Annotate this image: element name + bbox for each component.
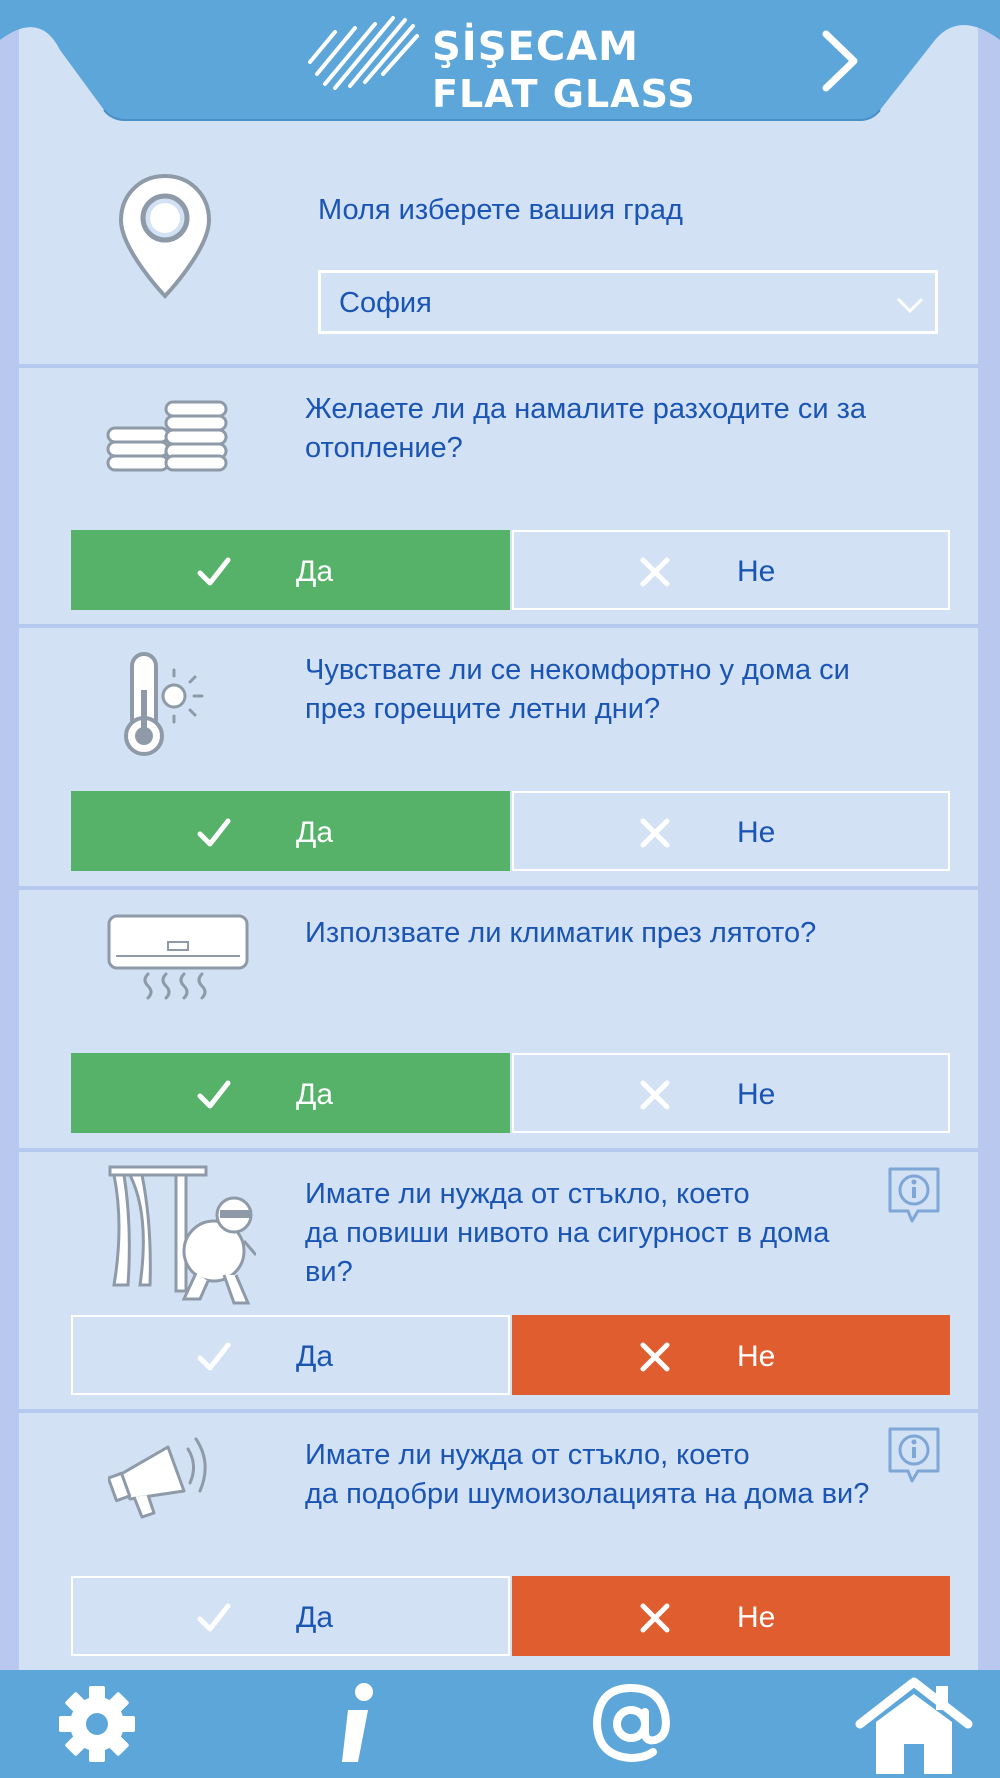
at-icon xyxy=(571,1670,691,1778)
no-label: Не xyxy=(737,1078,776,1111)
no-label: Не xyxy=(737,555,776,588)
question-text: Чувствате ли се некомфортно у дома си през горещите летни дни? xyxy=(305,654,850,725)
yes-label: Да xyxy=(296,555,334,588)
air-conditioner-icon xyxy=(106,912,251,1007)
info-bubble-button[interactable] xyxy=(886,1425,942,1487)
close-icon xyxy=(637,554,673,590)
info-bubble-icon xyxy=(886,1425,942,1487)
q2-yes-button[interactable] xyxy=(71,791,510,871)
q4-yes-button[interactable] xyxy=(71,1315,510,1395)
check-icon xyxy=(196,1600,232,1636)
q2-no-button[interactable] xyxy=(512,791,950,871)
divider xyxy=(19,624,978,628)
yes-label: Да xyxy=(296,1601,334,1634)
sisecam-logo-icon xyxy=(305,12,420,90)
header xyxy=(0,0,1000,125)
info-tab[interactable] xyxy=(296,1670,416,1778)
question-text: Имате ли нужда от стъкло, което да повиши нивото на сигурност в дома ви? xyxy=(305,1178,830,1288)
q4-no-button[interactable] xyxy=(512,1315,950,1395)
megaphone-icon xyxy=(108,1425,213,1530)
thermometer-sun-icon xyxy=(118,650,208,765)
divider xyxy=(19,1148,978,1152)
next-button[interactable] xyxy=(810,26,870,96)
contact-tab[interactable] xyxy=(571,1670,691,1778)
info-icon xyxy=(296,1670,416,1778)
divider xyxy=(19,364,978,368)
divider xyxy=(19,1409,978,1413)
city-dropdown[interactable] xyxy=(318,270,938,334)
yes-label: Да xyxy=(296,816,334,849)
yes-label: Да xyxy=(296,1340,334,1373)
home-tab[interactable] xyxy=(854,1670,974,1778)
close-icon xyxy=(637,815,673,851)
chevron-right-icon xyxy=(810,26,870,96)
yes-label: Да xyxy=(296,1078,334,1111)
home-icon xyxy=(854,1670,974,1778)
location-pin-icon xyxy=(115,172,215,307)
close-icon xyxy=(637,1077,673,1113)
q1-yes-button[interactable] xyxy=(71,530,510,610)
brand-line1: ŞİŞECAM xyxy=(432,24,639,70)
check-icon xyxy=(196,1339,232,1375)
q3-yes-button[interactable] xyxy=(71,1053,510,1133)
burglar-window-icon xyxy=(106,1163,256,1313)
q3-no-button[interactable] xyxy=(512,1053,950,1133)
no-label: Не xyxy=(737,1340,776,1373)
question-text: Желаете ли да намалите разходите си за отопление? xyxy=(305,393,867,464)
close-icon xyxy=(637,1339,673,1375)
q5-yes-button[interactable] xyxy=(71,1576,510,1656)
check-icon xyxy=(196,815,232,851)
q5-no-button[interactable] xyxy=(512,1576,950,1656)
brand-line2: FLAT GLASS xyxy=(432,72,696,116)
city-selected-value: София xyxy=(339,287,432,319)
check-icon xyxy=(196,1077,232,1113)
no-label: Не xyxy=(737,1601,776,1634)
chevron-down-icon xyxy=(895,291,925,317)
info-bubble-button[interactable] xyxy=(886,1165,942,1227)
coins-icon xyxy=(106,398,231,481)
question-text: Използвате ли климатик през лятото? xyxy=(305,917,817,949)
no-label: Не xyxy=(737,816,776,849)
gear-icon xyxy=(37,1670,157,1778)
check-icon xyxy=(196,554,232,590)
divider xyxy=(19,886,978,890)
q1-no-button[interactable] xyxy=(512,530,950,610)
settings-tab[interactable] xyxy=(37,1670,157,1778)
info-bubble-icon xyxy=(886,1165,942,1227)
question-text: Имате ли нужда от стъкло, което да подобри шумоизолацията на дома ви? xyxy=(305,1439,870,1510)
close-icon xyxy=(637,1600,673,1636)
city-label: Моля изберете вашия град xyxy=(318,194,683,226)
bottom-nav-bar xyxy=(0,1670,1000,1778)
